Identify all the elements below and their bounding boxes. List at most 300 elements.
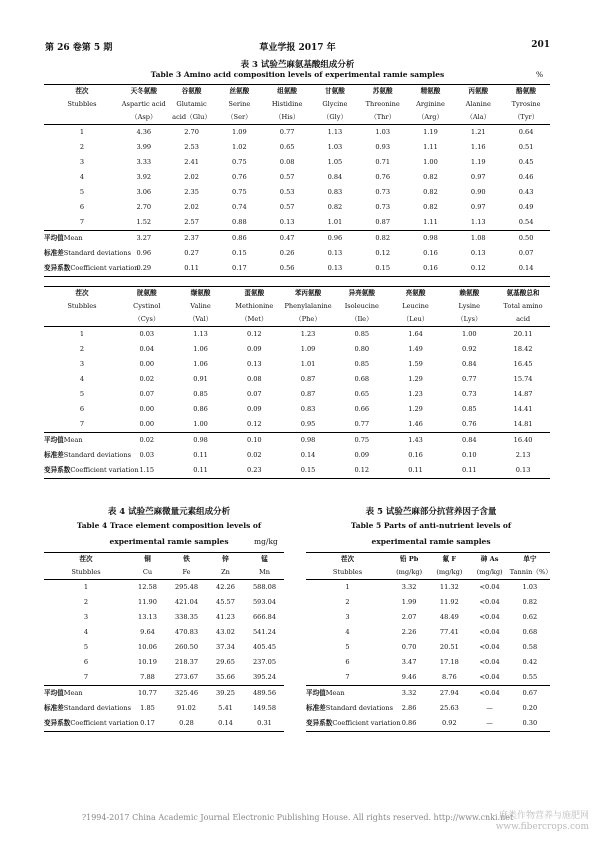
column-header-en2: （Tyr） [502, 111, 550, 125]
table-cell: 1.09 [232, 128, 247, 136]
table-cell: 0.23 [227, 463, 281, 479]
table-cell: 1.11 [423, 218, 438, 226]
column-header-en2: acid [496, 313, 550, 327]
stats-label [44, 448, 131, 463]
stats-row [44, 701, 284, 716]
stats-label [44, 261, 139, 277]
table-cell: 0.85 [461, 405, 477, 413]
column-header-cn: 铅 Pb [389, 553, 429, 567]
column-header-cn: 铁 [167, 553, 206, 567]
table-cell: 14.41 [513, 405, 533, 413]
table-cell: 0.75 [232, 188, 247, 196]
table-cell: 10.06 [138, 643, 157, 651]
stats-row [306, 716, 550, 732]
table-cell: 0.12 [246, 330, 262, 338]
stats-label [306, 686, 389, 702]
stats-row [306, 686, 550, 702]
table-cell: 16.45 [513, 360, 533, 368]
table-row [306, 580, 550, 596]
table-cell: 0.13 [279, 218, 295, 226]
stats-row [44, 448, 550, 463]
stubble-number: 4 [83, 628, 89, 636]
table-cell: 1.16 [470, 143, 486, 151]
column-header-en: (mg/kg) [429, 566, 469, 580]
table-row [44, 200, 550, 215]
table-cell: 2.13 [515, 451, 531, 459]
table-cell: 1.59 [408, 360, 423, 368]
table-cell: 18.42 [513, 345, 533, 353]
watermark-title: 麻类作物营养与施肥网 [498, 811, 589, 821]
table-cell: 0.15 [359, 261, 407, 277]
table-cell: 0.76 [461, 420, 477, 428]
table-cell: 0.71 [375, 158, 391, 166]
table-cell: 1.06 [193, 360, 208, 368]
table-cell: 10.19 [138, 658, 157, 666]
table-cell: 0.96 [311, 231, 359, 247]
table-cell: 9.64 [140, 628, 155, 636]
table-cell: 0.07 [246, 390, 262, 398]
table-cell: 2.02 [184, 173, 199, 181]
table-cell: 3.32 [401, 583, 417, 591]
stubble-number: 5 [345, 643, 350, 651]
stats-row [44, 433, 550, 449]
stubble-number: 4 [345, 628, 350, 636]
table-row [44, 155, 550, 170]
column-header-cn: 胱氨酸 [120, 287, 174, 301]
table-cell: 3.33 [136, 158, 152, 166]
column-header-en: (mg/kg) [389, 566, 429, 580]
table-cell: 8.76 [442, 673, 457, 681]
stats-label [44, 716, 139, 732]
column-header-en1: Lysine [458, 302, 481, 310]
table-cell: 0.08 [246, 375, 262, 383]
column-header-en2: （Ile） [335, 313, 389, 327]
table-cell: 295.48 [174, 583, 199, 591]
table-cell: 0.83 [300, 405, 316, 413]
table-cell: 12.58 [138, 583, 157, 591]
table-cell: 0.97 [470, 203, 486, 211]
table-cell: 0.82 [522, 598, 538, 606]
table-cell: 1.15 [120, 463, 174, 479]
table-cell: 0.67 [510, 686, 550, 702]
table-cell: 0.14 [502, 261, 550, 277]
stats-row [44, 716, 284, 732]
table-row [306, 610, 550, 625]
column-header-cn: 苯丙氨酸 [281, 287, 335, 301]
column-header-cn: 异亮氨酸 [335, 287, 389, 301]
table-cell: 9.46 [401, 673, 417, 681]
stubble-number: 3 [79, 158, 85, 166]
table-cell: 2.07 [401, 613, 417, 621]
table-cell: 1.13 [470, 218, 486, 226]
table-cell: 0.12 [375, 249, 391, 257]
table-cell: 0.43 [518, 188, 534, 196]
stats-row [44, 686, 284, 702]
stats-label-en: Coefficient variation [332, 719, 401, 727]
column-header-cn: 氟 F [429, 553, 469, 567]
table-cell: 0.82 [327, 203, 343, 211]
table-cell: 39.25 [206, 686, 245, 702]
table-cell: 1.13 [193, 330, 208, 338]
stats-label-cn: 平均值 [44, 689, 64, 697]
table-cell: 0.76 [375, 173, 391, 181]
column-header-en1: Serine [228, 100, 251, 108]
stats-label [44, 701, 131, 716]
stubble-number: 4 [79, 375, 85, 383]
table-cell: 0.17 [215, 261, 263, 277]
table-cell: <0.04 [479, 583, 500, 591]
table-cell: 1.29 [408, 405, 423, 413]
table-cell: 0.75 [335, 433, 389, 449]
column-header-en1: Cystinol [133, 302, 161, 310]
table-cell: 0.13 [496, 463, 550, 479]
table-cell: 0.00 [139, 420, 155, 428]
table-cell: 0.96 [136, 249, 152, 257]
table-cell: 10.77 [128, 686, 167, 702]
table-cell: 0.92 [429, 716, 469, 732]
table-cell: 0.87 [375, 218, 391, 226]
table-cell: 237.05 [252, 658, 277, 666]
table-cell: 1.29 [408, 375, 423, 383]
column-header-en1: Total amino [503, 302, 543, 310]
table-cell: 470.83 [174, 628, 199, 636]
table-row [44, 170, 550, 185]
table-cell: 48.49 [439, 613, 459, 621]
table-cell: 0.73 [375, 203, 391, 211]
stubble-number: 6 [79, 203, 85, 211]
table-cell: 3.47 [401, 658, 417, 666]
table-cell: 5.41 [218, 704, 233, 712]
stubble-number: 1 [79, 330, 85, 338]
table-cell: 1.23 [300, 330, 316, 338]
table-cell: 45.57 [216, 598, 235, 606]
table-cell: 2.86 [401, 704, 417, 712]
table-cell: 0.16 [423, 249, 438, 257]
table-cell: 37.34 [216, 643, 235, 651]
column-header-en1: Histidine [271, 100, 303, 108]
table-cell: 0.93 [375, 143, 391, 151]
table-cell: 13.13 [138, 613, 157, 621]
table-cell: 0.77 [461, 375, 477, 383]
column-header-cn: 铜 [128, 553, 167, 567]
stats-label-cn: 标准差 [44, 451, 64, 459]
table-cell: 0.55 [522, 673, 538, 681]
table4-title-en-2: experimental ramie samples [109, 537, 229, 546]
journal-name: 草业学报 2017 年 [259, 43, 336, 53]
stubble-number: 7 [79, 218, 85, 226]
column-header-en1: Arginine [416, 100, 445, 108]
table-cell: 395.24 [252, 673, 277, 681]
stats-label-cn: 平均值 [44, 234, 64, 242]
table-cell: 0.68 [522, 628, 538, 636]
table-cell: 0.12 [246, 420, 262, 428]
table-row [306, 640, 550, 655]
stats-label-cn: 变异系数 [44, 264, 71, 272]
stubble-number: 4 [79, 173, 85, 181]
table-cell: 0.51 [518, 143, 534, 151]
table-cell: 0.85 [193, 390, 208, 398]
table-cell: 0.11 [193, 451, 208, 459]
table-cell: 41.23 [216, 613, 235, 621]
table-cell: 149.58 [252, 704, 277, 712]
table-cell: 0.74 [232, 203, 247, 211]
stubble-number: 3 [345, 613, 350, 621]
column-header-en1: Phenylalanine [284, 302, 332, 310]
stats-row [44, 246, 550, 261]
table-cell: 0.82 [423, 188, 438, 196]
table-row [306, 595, 550, 610]
column-header-en: Stubbles [306, 566, 389, 580]
stats-label-cn: 变异系数 [44, 719, 71, 727]
table-cell: 0.09 [246, 345, 262, 353]
table-cell: 593.04 [252, 598, 277, 606]
table-cell: 2.35 [184, 188, 199, 196]
table-cell: 0.13 [470, 249, 486, 257]
table-cell: 0.26 [279, 249, 295, 257]
table-cell: 0.91 [193, 375, 208, 383]
table-cell: <0.04 [479, 628, 500, 636]
table-cell: 29.65 [216, 658, 235, 666]
stats-row [306, 701, 550, 716]
table-cell: 0.08 [279, 158, 295, 166]
column-header-en2 [44, 313, 120, 327]
table-row [306, 655, 550, 670]
table-cell: 25.63 [439, 704, 459, 712]
table-row [44, 417, 550, 433]
table-cell: 20.11 [513, 330, 533, 338]
table-cell: 0.98 [407, 231, 455, 247]
column-header-en: Mn [245, 566, 284, 580]
table-cell: 1.64 [408, 330, 423, 338]
table-cell: 0.16 [408, 451, 423, 459]
table-cell: 2.70 [184, 128, 199, 136]
table-cell: 42.26 [216, 583, 235, 591]
stats-label-en: Coefficient variation [70, 466, 139, 474]
table-row [44, 640, 284, 655]
table-cell: 0.87 [300, 390, 316, 398]
stats-row [44, 463, 550, 479]
column-header-en: Tannin（%） [510, 566, 550, 580]
table-cell: 91.02 [177, 704, 196, 712]
column-header-cn: 丙氨酸 [454, 85, 502, 99]
watermark-url: www.fibercrops.com [495, 822, 589, 832]
column-header-cn: 丝氨酸 [215, 85, 263, 99]
table-cell: 1.52 [136, 218, 152, 226]
table-cell: 14.87 [513, 390, 533, 398]
table-cell: 541.24 [252, 628, 277, 636]
table-row [44, 185, 550, 200]
table-cell: <0.04 [479, 613, 500, 621]
column-header-cn: 茬次 [44, 287, 120, 301]
table-cell: 0.65 [354, 390, 370, 398]
column-header-en1: Leucine [402, 302, 429, 310]
table-cell: 0.27 [184, 249, 199, 257]
stats-label-cn: 标准差 [44, 249, 64, 257]
table-cell: 0.47 [263, 231, 311, 247]
table-cell: 0.65 [279, 143, 295, 151]
stats-label-en: Coefficient variation [70, 719, 139, 727]
table-cell: 0.11 [174, 463, 228, 479]
column-header-en2: （Met） [227, 313, 281, 327]
table-cell: 0.10 [461, 451, 477, 459]
table-cell: 0.76 [232, 173, 247, 181]
table3-title-cn: 表 3 试验苎麻氨基酸组成分析 [240, 60, 355, 70]
table-cell: 2.53 [184, 143, 199, 151]
table5-title-en-2: experimental ramie samples [371, 537, 491, 546]
table-cell: 0.86 [193, 405, 208, 413]
column-header-cn: 酪氨酸 [502, 85, 550, 99]
table-cell: 11.92 [439, 598, 459, 606]
table3-title-en: Table 3 Amino acid composition levels of experimental ramie samples [150, 70, 445, 79]
stubble-number: 5 [83, 643, 89, 651]
table-cell: 0.15 [232, 249, 247, 257]
table-cell: 218.37 [174, 658, 199, 666]
column-header-cn: 亮氨酸 [389, 287, 443, 301]
table-row [44, 402, 550, 417]
table-cell: 2.57 [184, 218, 199, 226]
table-cell: 1.13 [327, 128, 343, 136]
table-cell: 3.99 [136, 143, 152, 151]
table-cell: 1.19 [470, 158, 486, 166]
stubble-number: 2 [79, 143, 85, 151]
table-cell: 2.70 [136, 203, 152, 211]
table-cell: 0.07 [139, 390, 155, 398]
table-cell: 0.46 [518, 173, 534, 181]
table-cell: 325.46 [167, 686, 206, 702]
stats-label-en: Standard deviations [63, 249, 131, 257]
table-cell: 0.75 [232, 158, 247, 166]
table-cell: 1.01 [327, 218, 343, 226]
table-row [44, 670, 284, 686]
table-cell: 0.45 [518, 158, 534, 166]
table-cell: 1.03 [327, 143, 343, 151]
column-header-cn: 茬次 [306, 553, 389, 567]
table3-unit: % [536, 70, 544, 79]
column-header-en2: （Thr） [359, 111, 407, 125]
table-cell: 0.53 [279, 188, 295, 196]
column-header-en1: Alanine [465, 100, 491, 108]
table-cell: <0.04 [469, 686, 509, 702]
table-cell: 0.29 [120, 261, 168, 277]
table-cell: 588.08 [252, 583, 277, 591]
table4-title-cn: 表 4 试验苎麻微量元素组成分析 [107, 507, 231, 517]
table-cell: 0.83 [327, 188, 343, 196]
stats-label-en: Standard deviations [325, 704, 393, 712]
table5 [306, 552, 550, 732]
table-cell: 405.45 [252, 643, 277, 651]
table-cell: 0.66 [354, 405, 370, 413]
table-cell: 0.86 [215, 231, 263, 247]
table-cell: 20.51 [439, 643, 459, 651]
stubble-number: 6 [345, 658, 350, 666]
table-cell: 11.90 [138, 598, 157, 606]
stats-label-en: Standard deviations [63, 451, 131, 459]
stubble-number: 3 [83, 613, 89, 621]
column-header-cn: 茬次 [44, 85, 120, 99]
table-cell: 0.13 [246, 360, 262, 368]
table-cell: 0.16 [407, 261, 455, 277]
table-cell: 0.80 [354, 345, 370, 353]
column-header-en1: Glycine [322, 100, 348, 108]
column-header-cn: 缬氨酸 [174, 287, 228, 301]
table-cell: 15.74 [513, 375, 533, 383]
table-cell: 0.31 [245, 716, 284, 732]
table-cell: 0.54 [518, 218, 534, 226]
table-cell: 0.82 [423, 173, 438, 181]
stats-label-cn: 标准差 [306, 704, 326, 712]
table-cell: — [486, 704, 493, 712]
stats-label [306, 716, 401, 732]
stubble-number: 2 [83, 598, 89, 606]
table-cell: 0.82 [423, 203, 438, 211]
table4 [44, 552, 284, 732]
table-cell: 17.18 [439, 658, 459, 666]
table-row [44, 655, 284, 670]
table-cell: 0.95 [300, 420, 316, 428]
table-cell: 0.97 [470, 173, 486, 181]
table-cell: 0.70 [401, 643, 417, 651]
table-cell: <0.04 [479, 658, 500, 666]
stats-label-cn: 变异系数 [306, 719, 333, 727]
table-cell: — [469, 716, 509, 732]
table-cell: 3.27 [120, 231, 168, 247]
stats-label-cn: 平均值 [306, 689, 326, 697]
stats-label-en: Mean [63, 234, 83, 242]
column-header-cn: 锌 [206, 553, 245, 567]
table-cell: 1.03 [375, 128, 391, 136]
table-cell: 0.17 [128, 716, 167, 732]
table-cell: 7.88 [140, 673, 155, 681]
stats-label-cn: 平均值 [44, 436, 64, 444]
table-row [44, 625, 284, 640]
stats-label [44, 231, 120, 247]
table-cell: 2.41 [184, 158, 199, 166]
column-header-en2: （Asp） [120, 111, 168, 125]
column-header-cn: 甘氨酸 [311, 85, 359, 99]
table3-part2 [44, 286, 550, 479]
table-cell: 0.02 [246, 451, 262, 459]
table-cell: 0.49 [518, 203, 534, 211]
stubble-number: 6 [83, 658, 89, 666]
table-cell: <0.04 [479, 673, 500, 681]
table-cell: 0.86 [389, 716, 429, 732]
table-cell: 2.02 [184, 203, 199, 211]
stubble-number: 1 [83, 583, 89, 591]
stats-row [44, 261, 550, 277]
table-cell: 1.02 [232, 143, 247, 151]
table-cell: 1.23 [408, 390, 423, 398]
table-cell: 0.64 [518, 128, 534, 136]
table-cell: 4.36 [136, 128, 152, 136]
table-cell: 27.94 [429, 686, 469, 702]
table-cell: 1.06 [193, 345, 208, 353]
table-row [306, 670, 550, 686]
column-header-cn: 单宁 [510, 553, 550, 567]
column-header-en2: （Gly） [311, 111, 359, 125]
column-header-en: Zn [206, 566, 245, 580]
table-cell: 273.67 [174, 673, 199, 681]
table-cell: 0.11 [442, 463, 496, 479]
column-header-cn: 茬次 [44, 553, 128, 567]
table-cell: 0.58 [522, 643, 538, 651]
column-header-en2: （Val） [174, 313, 228, 327]
stats-label [44, 686, 128, 702]
table-cell: 2.26 [401, 628, 417, 636]
column-header-en2: （Cys） [120, 313, 174, 327]
column-header-en2: （Ala） [454, 111, 502, 125]
column-header-cn: 精氨酸 [407, 85, 455, 99]
column-header-en: Cu [128, 566, 167, 580]
